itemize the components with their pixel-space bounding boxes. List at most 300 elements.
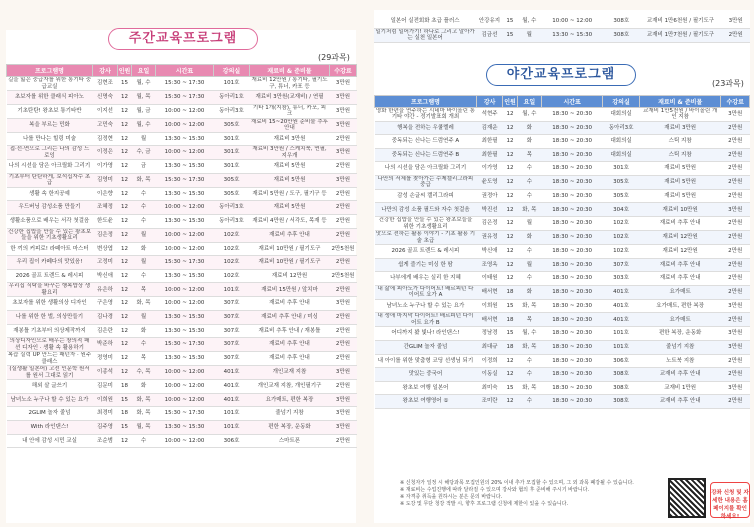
table-cell: 401호 <box>603 285 640 299</box>
table-cell: 월 <box>517 28 542 42</box>
table-cell: 재료비 추후 안내 <box>639 258 721 272</box>
table-cell: 12 <box>118 297 132 311</box>
table-cell: 재료비 12만원 <box>639 245 721 259</box>
table-row <box>7 77 357 91</box>
weekly-title: 주간교육프로그램 <box>108 28 258 50</box>
program-name: 어디까지 봤 빛나! 라인댄스! <box>375 327 477 341</box>
table-row <box>7 380 357 394</box>
table-cell: 유은하 <box>93 283 118 297</box>
table-cell: 2만원 <box>721 162 750 176</box>
table-cell: 12 <box>503 203 517 217</box>
table-cell: 조혜정 <box>93 201 118 215</box>
program-name: 나의 시선을 담은 아크릴화 그리기 <box>7 160 93 174</box>
table-cell: 101호 <box>214 283 250 297</box>
table-cell: 재료비 5만원 <box>639 175 721 189</box>
table-cell: 12 <box>118 310 132 324</box>
program-name: 남녀노소 누구나 할 수 있는 요가 <box>7 393 93 407</box>
table-row <box>375 217 750 231</box>
program-name: 한 끼의 커피로! 라떼아트 마스터 <box>7 242 93 256</box>
weekly-panel <box>6 30 356 523</box>
program-name: 맛으로 전하는 활용 이야기 - 기초 활용 기술 초급 <box>375 231 476 244</box>
table-cell: 재료비 추후 안내 / 재봉틀 <box>250 324 330 338</box>
table-cell: 18:30 ~ 20:30 <box>542 285 603 299</box>
table-cell: 수 <box>517 395 541 409</box>
column-header: 강사 <box>476 95 502 107</box>
table-cell: 기타 1개(지참), 튜너, 카포, 피크 <box>250 104 330 118</box>
table-cell: 12 <box>503 107 517 121</box>
program-name: 2GLIM 놀자 줄넘 <box>7 407 93 421</box>
table-cell: 12 <box>118 91 132 105</box>
program-name: 행복을 전하는 우쿨렐레 <box>375 121 477 135</box>
program-name: 생활 속 한지공예 <box>7 187 93 201</box>
table-cell: 박신애 <box>476 245 502 259</box>
table-cell: 308호 <box>603 395 640 409</box>
table-cell: 10:00 ~ 12:00 <box>156 242 214 256</box>
table-cell: 스틱 지참 <box>639 135 721 149</box>
table-cell: 화, 목 <box>132 297 156 311</box>
table-cell: 3만원 <box>330 173 357 187</box>
table-cell: 교재비 추후 안내 <box>639 395 721 409</box>
table-cell: 12 <box>503 148 517 162</box>
table-cell: 최한필 <box>476 148 502 162</box>
table-cell: 이종석 <box>93 366 118 380</box>
note-line: ※ 재료비는 수업진행에 따라 달라질 수 있으며 강사와 협의 후 준비해 주시기 바랍니다. <box>400 487 590 493</box>
table-cell: 재료비 5만원 <box>639 162 721 176</box>
table-cell: 10:00 ~ 12:00 <box>156 201 214 215</box>
table-cell: 308호 <box>603 28 640 42</box>
program-name: 일본어 실전회화 초급 플러스 <box>374 14 476 28</box>
program-name: 나만의 서체를 찾아가는 수제캘리그라피 중급 <box>375 175 477 189</box>
table-cell: 재료비 추후 안내 <box>639 217 721 231</box>
table-cell: 월, 목 <box>132 91 156 105</box>
table-cell: 김은정 <box>476 217 502 231</box>
table-cell: 재료비 12만원 <box>639 231 721 245</box>
table-cell: 12 <box>503 258 517 272</box>
table-cell: 동아리1호 <box>214 91 250 105</box>
table-cell: 구은영 <box>93 297 118 311</box>
table-cell: 2만원 <box>330 338 357 352</box>
table-cell: 월 <box>132 228 156 242</box>
table-row <box>7 201 357 215</box>
table-cell: 2만원 <box>721 189 750 203</box>
table-cell: 최대규 <box>476 341 502 355</box>
table-cell: 307호 <box>214 297 250 311</box>
table-cell: 18:30 ~ 20:30 <box>542 354 603 368</box>
program-name: 쉽게 즐기는 미싱 한 땀 <box>375 258 477 272</box>
table-cell: 화, 목 <box>517 381 541 395</box>
table-cell: 줄넘기 지참 <box>639 341 721 355</box>
table-cell: 교재비 추후 안내 <box>639 368 721 382</box>
table-row <box>7 269 357 283</box>
table-cell: 재료비 추후 안내 <box>250 352 330 366</box>
table-cell: 수 <box>132 201 156 215</box>
table-cell: 수 <box>517 368 541 382</box>
table-cell: 12 <box>503 175 517 189</box>
table-cell: 12 <box>118 324 132 338</box>
table-cell: 307호 <box>214 352 250 366</box>
table-cell: 재료비 3만원 <box>250 132 330 146</box>
table-cell: 요가매트 <box>639 285 721 299</box>
table-row <box>7 256 357 270</box>
program-name: 의상디자인으로 배우는 창의적 패션 디자인 · 생활 속 활용하기 <box>7 338 93 352</box>
column-header: 강사 <box>93 65 118 77</box>
table-cell: 3만원 <box>330 297 357 311</box>
table-cell: 노트북 지참 <box>639 354 721 368</box>
table-cell: 18:30 ~ 20:30 <box>542 217 603 231</box>
table-cell: 김영미 <box>93 173 118 187</box>
table-cell: 월, 수 <box>132 118 156 132</box>
table-cell: 2만5천원 <box>330 269 357 283</box>
column-header: 인원 <box>503 95 517 107</box>
table-cell: 월 <box>517 258 541 272</box>
table-cell: 월, 수 <box>517 14 542 28</box>
table-cell: 목 <box>132 283 156 297</box>
table-cell: 목 <box>517 313 541 327</box>
column-header: 프로그램명 <box>375 95 477 107</box>
table-cell: 재료비 추후 안내 <box>250 297 330 311</box>
table-row <box>7 104 357 118</box>
table-row <box>7 420 357 434</box>
table-cell: 18 <box>503 285 517 299</box>
table-cell: 18:30 ~ 20:30 <box>542 135 603 149</box>
program-name: 왕초보 여행영어 ① <box>375 395 477 409</box>
program-name: With 라인댄스! <box>7 420 93 434</box>
table-cell: 2만원 <box>721 148 750 162</box>
table-cell: 2만원 <box>330 256 357 270</box>
info-box: 강좌 신청 및 자세한 내용은 홈페이지를 확인하세요! <box>710 482 750 518</box>
table-cell: 13:30 ~ 15:30 <box>156 160 214 174</box>
table-cell: 화 <box>132 324 156 338</box>
table-cell: 18:30 ~ 20:30 <box>542 107 603 121</box>
table-cell: 12 <box>118 132 132 146</box>
table-cell: 화, 목 <box>132 393 156 407</box>
table-cell: 303호 <box>603 272 640 286</box>
table-cell: 401호 <box>214 393 250 407</box>
table-cell: 301호 <box>214 146 250 160</box>
column-header: 프로그램명 <box>7 65 93 77</box>
table-row <box>375 189 750 203</box>
table-cell: 수 <box>132 187 156 201</box>
table-cell: 화 <box>517 135 541 149</box>
column-header: 재료비 & 준비물 <box>639 95 721 107</box>
table-cell: 102호 <box>603 217 640 231</box>
table-cell: 수 <box>132 434 156 448</box>
table-cell: 수 <box>132 269 156 283</box>
table-cell: 2만원 <box>330 324 357 338</box>
program-name: 나를 위한 한 벌, 의상만들기 <box>7 310 93 324</box>
table-cell: 12 <box>118 201 132 215</box>
table-cell: 교재비 1만원 <box>639 381 721 395</box>
table-cell: 10:00 ~ 12:00 <box>156 297 214 311</box>
table-cell: 301호 <box>214 132 250 146</box>
program-name: 감성 손글씨 캘리그라피 <box>375 189 477 203</box>
table-row <box>7 297 357 311</box>
table-cell: 15 <box>118 393 132 407</box>
table-cell: 3만원 <box>330 393 357 407</box>
table-cell: 2만원 <box>721 395 750 409</box>
table-cell: 12 <box>118 118 132 132</box>
table-cell: 편한 복장, 운동화 <box>639 327 721 341</box>
table-row <box>7 118 357 132</box>
table-row <box>7 283 357 297</box>
table-cell: 15:30 ~ 17:30 <box>156 77 214 91</box>
table-cell: 3만원 <box>721 381 750 395</box>
table-cell: 18:30 ~ 20:30 <box>542 121 603 135</box>
table-cell: 김금선 <box>476 28 503 42</box>
table-cell: 101호 <box>214 420 250 434</box>
table-cell: 13:30 ~ 15:30 <box>156 214 214 228</box>
program-name: 2026 골프 트렌드 & 레시피 <box>7 269 93 283</box>
program-name: 건강한 집밥을 만들 수 있는 왕초보들을 위한 기초생활요리 <box>7 228 92 242</box>
program-name: 간GLIM 놀자 줄넘 <box>375 341 477 355</box>
table-cell: 12 <box>503 217 517 231</box>
table-cell: 15:30 ~ 17:30 <box>156 256 214 270</box>
table-row <box>7 366 357 380</box>
table-row <box>375 341 750 355</box>
table-cell: 10:00 ~ 12:00 <box>156 118 214 132</box>
program-name: 복을 부르는 민화 <box>7 118 93 132</box>
table-cell: 이희원 <box>476 299 502 313</box>
table-cell: 18:30 ~ 20:30 <box>542 368 603 382</box>
table-cell: 3만원 <box>721 203 750 217</box>
table-cell: 대회의실 <box>603 148 640 162</box>
table-cell: 102호 <box>214 256 250 270</box>
table-cell: 15 <box>118 420 132 434</box>
table-cell: 요가매트, 편한 복장 <box>250 393 330 407</box>
table-cell: 이희원 <box>93 393 118 407</box>
program-name: 우리집 식탁을 바꾸는 행복밥상 생활요리 <box>7 283 93 297</box>
table-cell: 정남경 <box>476 327 502 341</box>
table-cell: 재료비 5만원 / 도구, 필기구 등 <box>250 187 330 201</box>
table-cell: 18:30 ~ 20:30 <box>542 313 603 327</box>
table-cell: 동아리3호 <box>603 121 640 135</box>
table-cell: 12 <box>118 338 132 352</box>
table-cell: 2만원 <box>330 214 357 228</box>
table-row <box>375 285 750 299</box>
table-cell: 2만원 <box>330 228 357 242</box>
table-cell: 12 <box>118 228 132 242</box>
table-cell: 307호 <box>214 338 250 352</box>
table-cell: 2만원 <box>721 272 750 286</box>
table-cell: 안강유지 <box>476 14 503 28</box>
program-name: 우드버닝 감성소품 만들기 <box>7 201 93 215</box>
table-cell: 13:30 ~ 15:30 <box>156 420 214 434</box>
table-cell: 102호 <box>214 269 250 283</box>
table-cell: 102호 <box>214 228 250 242</box>
table-cell: 15 <box>118 77 132 91</box>
table-cell: 화, 목 <box>517 203 541 217</box>
table-cell: 12 <box>118 146 132 160</box>
table-cell: 306호 <box>603 354 640 368</box>
table-cell: 교재비 1만5천원 / 바이올린 개인 지참 <box>639 107 721 121</box>
table-cell: 수 <box>517 189 541 203</box>
table-cell: 12 <box>503 189 517 203</box>
program-name: 남녀노소 누구나 할 수 있는 요가 <box>375 299 477 313</box>
table-cell: 18:30 ~ 20:30 <box>542 231 603 245</box>
table-cell: 재료비 12만원 <box>250 269 330 283</box>
table-row <box>375 162 750 176</box>
table-cell: 김문미 <box>93 380 118 394</box>
weekly-table <box>6 64 357 448</box>
table-cell: 15 <box>503 381 517 395</box>
table-cell: 401호 <box>603 313 640 327</box>
table-cell: 2만원 <box>721 135 750 149</box>
table-cell: 15:30 ~ 17:30 <box>156 338 214 352</box>
table-cell: 13:30 ~ 15:30 <box>156 352 214 366</box>
table-row <box>7 187 357 201</box>
table-cell: 월 <box>132 256 156 270</box>
table-cell: 3만원 <box>330 77 357 91</box>
table-cell: 305호 <box>214 187 250 201</box>
table-cell: 2만원 <box>721 354 750 368</box>
table-cell: 재료비 추후 안내 <box>250 228 330 242</box>
table-row <box>375 203 750 217</box>
program-name: 접·선·면으로 그리는 나의 감성 드로잉 <box>7 146 93 160</box>
table-cell: 월, 수 <box>517 107 541 121</box>
table-cell: 3만원 <box>330 420 357 434</box>
table-cell: 10:00 ~ 12:00 <box>156 393 214 407</box>
table-row <box>375 354 750 368</box>
table-cell: 3만원 <box>721 327 750 341</box>
table-cell: 15 <box>503 28 517 42</box>
table-cell: 석현주 <box>476 107 502 121</box>
table-row <box>7 91 357 105</box>
table-cell: 박신애 <box>93 269 118 283</box>
table-cell: 이가영 <box>93 160 118 174</box>
table-cell: 3만원 <box>721 299 750 313</box>
table-cell: 12 <box>118 160 132 174</box>
column-header: 강의실 <box>603 95 640 107</box>
table-cell: 18:30 ~ 20:30 <box>542 245 603 259</box>
table-cell: 12 <box>118 256 132 270</box>
program-name: 우리 집이 카페다의 맛있음! <box>7 256 93 270</box>
table-cell: 18:30 ~ 20:30 <box>542 299 603 313</box>
table-cell: 교재비 1만6천원 / 필기도구 <box>640 14 722 28</box>
table-row <box>7 310 357 324</box>
table-cell: 13:30 ~ 15:30 <box>156 132 214 146</box>
table-cell: 18:30 ~ 20:30 <box>542 189 603 203</box>
table-cell: 101호 <box>214 407 250 421</box>
table-cell: 수 <box>517 245 541 259</box>
table-row <box>375 313 750 327</box>
table-cell: 재료비 3만원(교재비) / 연필 <box>250 91 330 105</box>
table-cell: 102호 <box>214 242 250 256</box>
column-header: 인원 <box>118 65 132 77</box>
table-row <box>374 14 750 28</box>
table-cell: 한도윤 <box>93 214 118 228</box>
table-cell: 12 <box>118 434 132 448</box>
table-cell: 2만원 <box>330 201 357 215</box>
table-cell: 최한필 <box>476 135 502 149</box>
table-cell: 2만원 <box>721 245 750 259</box>
table-cell: 수, 금 <box>132 146 156 160</box>
table-cell: 12 <box>503 354 517 368</box>
table-cell: 12 <box>503 395 517 409</box>
column-header: 수강료 <box>721 95 750 107</box>
table-cell: 김나경 <box>93 310 118 324</box>
table-cell: 이정희 <box>476 354 502 368</box>
table-cell: 수 <box>132 214 156 228</box>
table-cell: 교재비 1만7천원 / 필기도구 <box>640 28 722 42</box>
night-table <box>374 95 750 410</box>
table-cell: 12 <box>503 121 517 135</box>
table-cell: 2만원 <box>330 160 357 174</box>
column-header: 요일 <box>132 65 156 77</box>
table-cell: 월, 목 <box>132 420 156 434</box>
table-cell: 101호 <box>214 77 250 91</box>
program-name: 영화 한편을 연주하는 시네마 바이올린 통기타 야간 - 정기발표회 개최 <box>375 107 475 120</box>
table-cell: 수 <box>517 354 541 368</box>
table-cell: 2만원 <box>330 310 357 324</box>
column-header: 수강료 <box>330 65 357 77</box>
table-cell: 고민숙 <box>93 118 118 132</box>
program-name: 건강한 집밥을 만들 수 있는 왕초보들을 위한 기초생활요리 <box>375 217 477 231</box>
table-cell: 2만원 <box>721 175 750 189</box>
table-cell: 12 <box>503 245 517 259</box>
table-cell: 재료비 15만원 / 앞치마 <box>250 283 330 297</box>
table-cell: 스틱 지참 <box>639 148 721 162</box>
table-cell: 3만원 <box>330 104 357 118</box>
table-cell: 화, 목 <box>132 173 156 187</box>
table-cell: 401호 <box>603 299 640 313</box>
table-cell: 재료비 10만원 / 필기도구 <box>250 256 330 270</box>
table-row <box>7 173 357 187</box>
table-row <box>7 352 357 366</box>
table-cell: 이은향 <box>93 187 118 201</box>
column-header: 요일 <box>517 95 541 107</box>
table-row <box>7 324 357 338</box>
table-cell: 이정은 <box>93 146 118 160</box>
table-cell: 조순범 <box>93 434 118 448</box>
table-cell: 이가영 <box>476 162 502 176</box>
table-cell: 요가매트 <box>639 313 721 327</box>
table-row <box>7 434 357 448</box>
table-row <box>375 395 750 409</box>
table-cell: 10:00 ~ 12:00 <box>156 366 214 380</box>
table-row <box>374 28 750 42</box>
table-cell: 대회의실 <box>603 107 640 121</box>
table-cell: 306호 <box>214 434 250 448</box>
table-cell: 2만원 <box>721 28 750 42</box>
program-name: 생활소품으로 배우는 서각 첫걸음 <box>7 214 93 228</box>
table-cell: 조영옥 <box>476 258 502 272</box>
table-cell: 화 <box>517 231 541 245</box>
table-cell: 15:30 ~ 17:30 <box>156 91 214 105</box>
table-cell: 동아리3호 <box>214 201 250 215</box>
table-cell: 308호 <box>603 14 640 28</box>
table-cell: 요가매트, 편한 복장 <box>639 299 721 313</box>
night-title: 야간교육프로그램 <box>486 64 636 86</box>
note-line: ※ 신청자가 일정 시 해당과목 모집인원의 20% 이내 추가 모집할 수 있으며, 그 외 과목 폐강될 수 있습니다. <box>400 480 634 486</box>
table-cell: 13:30 ~ 15:30 <box>156 269 214 283</box>
program-name: 기초부터 탄탄하게, 보석십자수 초급 <box>7 173 93 187</box>
table-cell: 12 <box>118 242 132 256</box>
table-cell: 재료비 4만원 / 서각도, 목재 등 <box>250 214 330 228</box>
table-cell: 15 <box>503 14 517 28</box>
table-cell: 2만원 <box>721 217 750 231</box>
table-cell: 줄넘기 지참 <box>250 407 330 421</box>
table-cell: 305호 <box>603 189 640 203</box>
table-cell: 3만원 <box>721 107 750 121</box>
table-cell: 18:30 ~ 20:30 <box>542 381 603 395</box>
table-cell: 12 <box>503 135 517 149</box>
qr-code-icon[interactable] <box>668 478 706 518</box>
table-cell: 김은란 <box>93 324 118 338</box>
table-cell: 2만원 <box>330 283 357 297</box>
program-name: 내 삶에 피아노가 다이어트! 배르피턴 다이어트 요가 A <box>375 285 477 299</box>
table-row <box>7 214 357 228</box>
table-cell: 2만원 <box>330 352 357 366</box>
